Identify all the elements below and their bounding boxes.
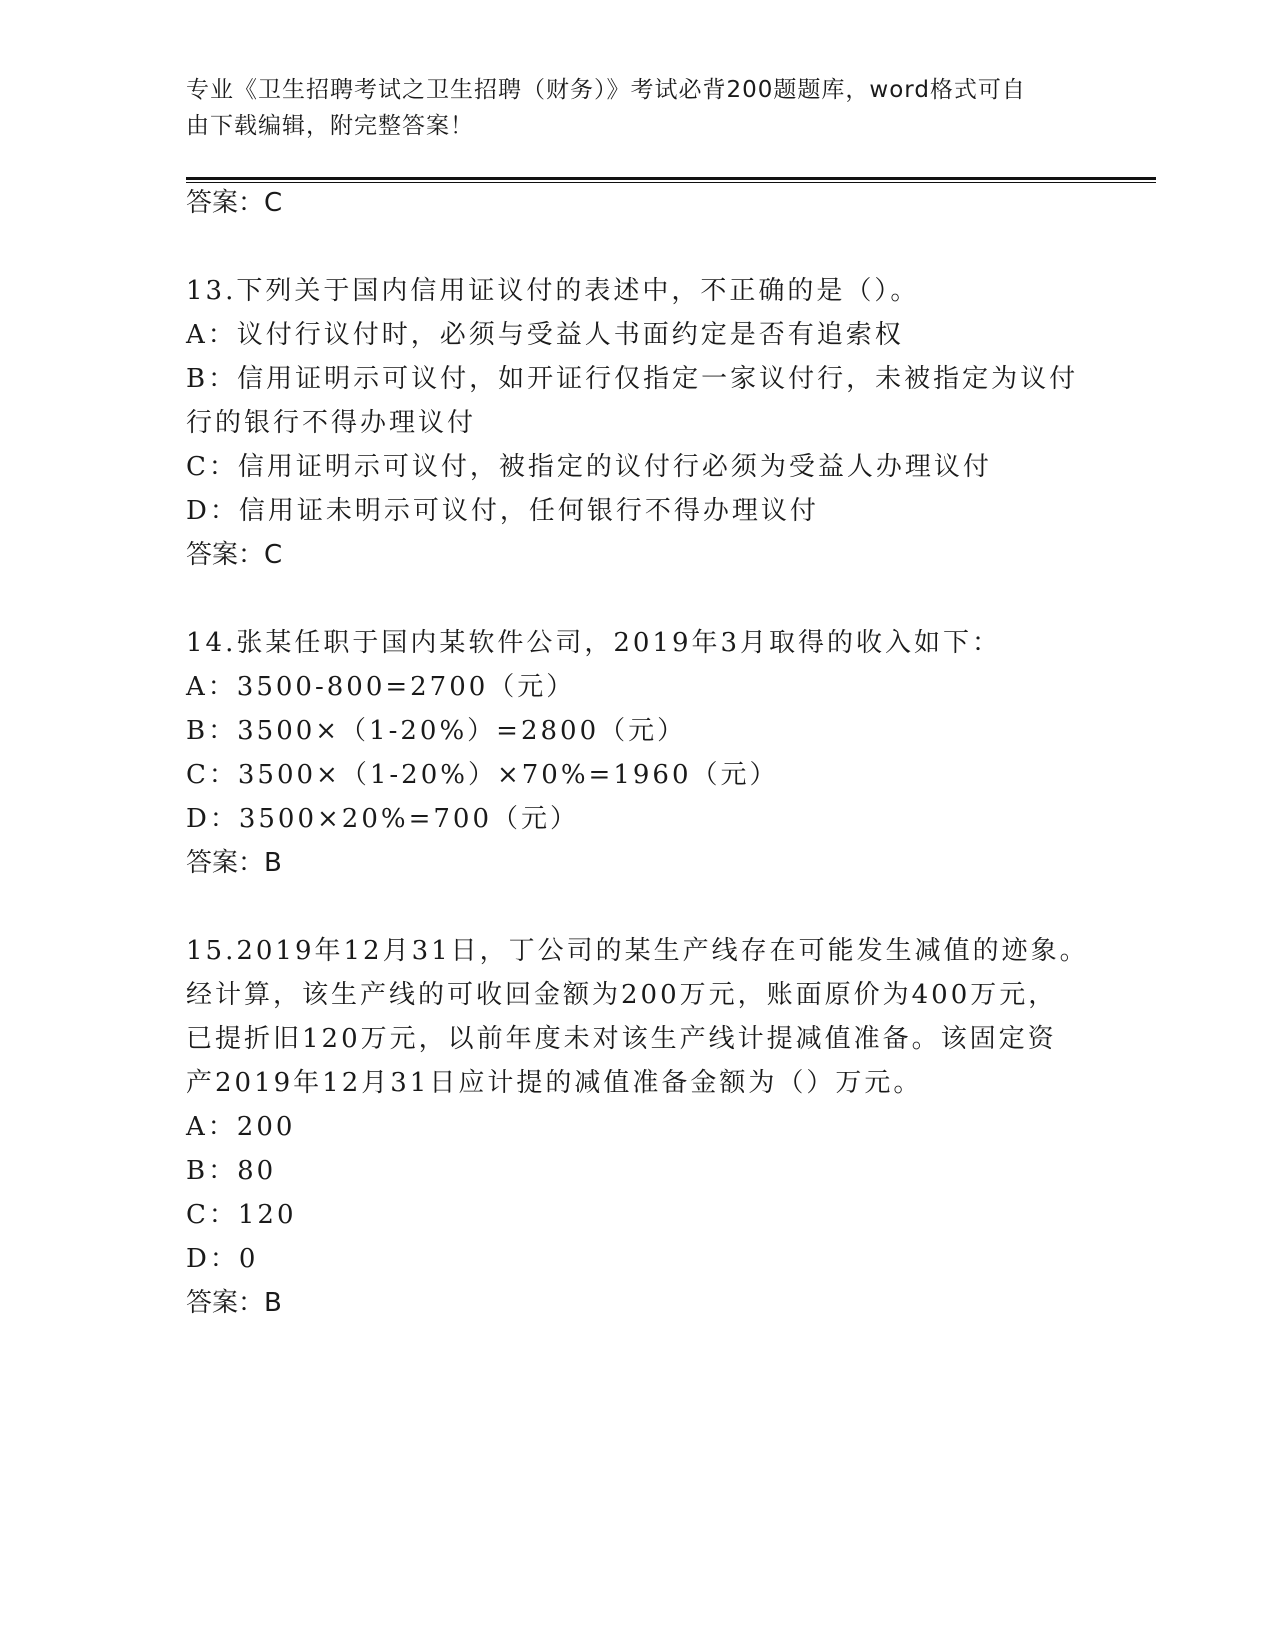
q14-answer: 答案：B [186,848,282,878]
document-header [186,72,1086,144]
header-rule-thick [186,177,1156,180]
header-line-2: 由下载编辑，附完整答案！ [186,113,474,139]
q13-option-b-line-1: B：信用证明示可议付，如开证行仅指定一家议付行，未被指定为议付 [186,364,1079,394]
q13-answer: 答案：C [186,540,283,570]
q15-stem-line-2: 经计算，该生产线的可收回金额为200万元，账面原价为400万元， [186,980,1058,1010]
q15-stem-line-4: 产2019年12月31日应计提的减值准备金额为（）万元。 [186,1068,923,1098]
q14-option-d: D：3500×20%=700（元） [186,804,579,834]
q15-option-b: B：80 [186,1156,277,1186]
q14-option-c: C：3500×（1-20%）×70%=1960（元） [186,760,779,790]
q14-stem: 14.张某任职于国内某软件公司，2019年3月取得的收入如下： [186,628,1002,658]
q15-answer: 答案：B [186,1288,282,1318]
q15-option-c: C：120 [186,1200,297,1230]
q15-option-a: A：200 [186,1112,296,1142]
previous-answer: 答案：C [186,188,283,218]
q13-stem: 13.下列关于国内信用证议付的表述中，不正确的是（）。 [186,276,920,306]
q15-option-d: D：0 [186,1244,259,1274]
q15-stem-line-3: 已提折旧120万元，以前年度未对该生产线计提减值准备。该固定资 [186,1024,1057,1054]
header-line-1: 专业《卫生招聘考试之卫生招聘（财务）》考试必背200题题库，word格式可自 [186,77,1026,103]
q15-stem-line-1: 15.2019年12月31日，丁公司的某生产线存在可能发生减值的迹象。 [186,936,1089,966]
header-rule-thin [186,182,1156,183]
q13-option-a: A：议付行议付时，必须与受益人书面约定是否有追索权 [186,320,904,350]
q14-option-a: A：3500-800=2700（元） [186,672,576,702]
q13-option-d: D：信用证未明示可议付，任何银行不得办理议付 [186,496,819,526]
q13-option-b-line-2: 行的银行不得办理议付 [186,408,477,438]
q14-option-b: B：3500×（1-20%）=2800（元） [186,716,687,746]
q13-option-c: C：信用证明示可议付，被指定的议付行必须为受益人办理议付 [186,452,992,482]
